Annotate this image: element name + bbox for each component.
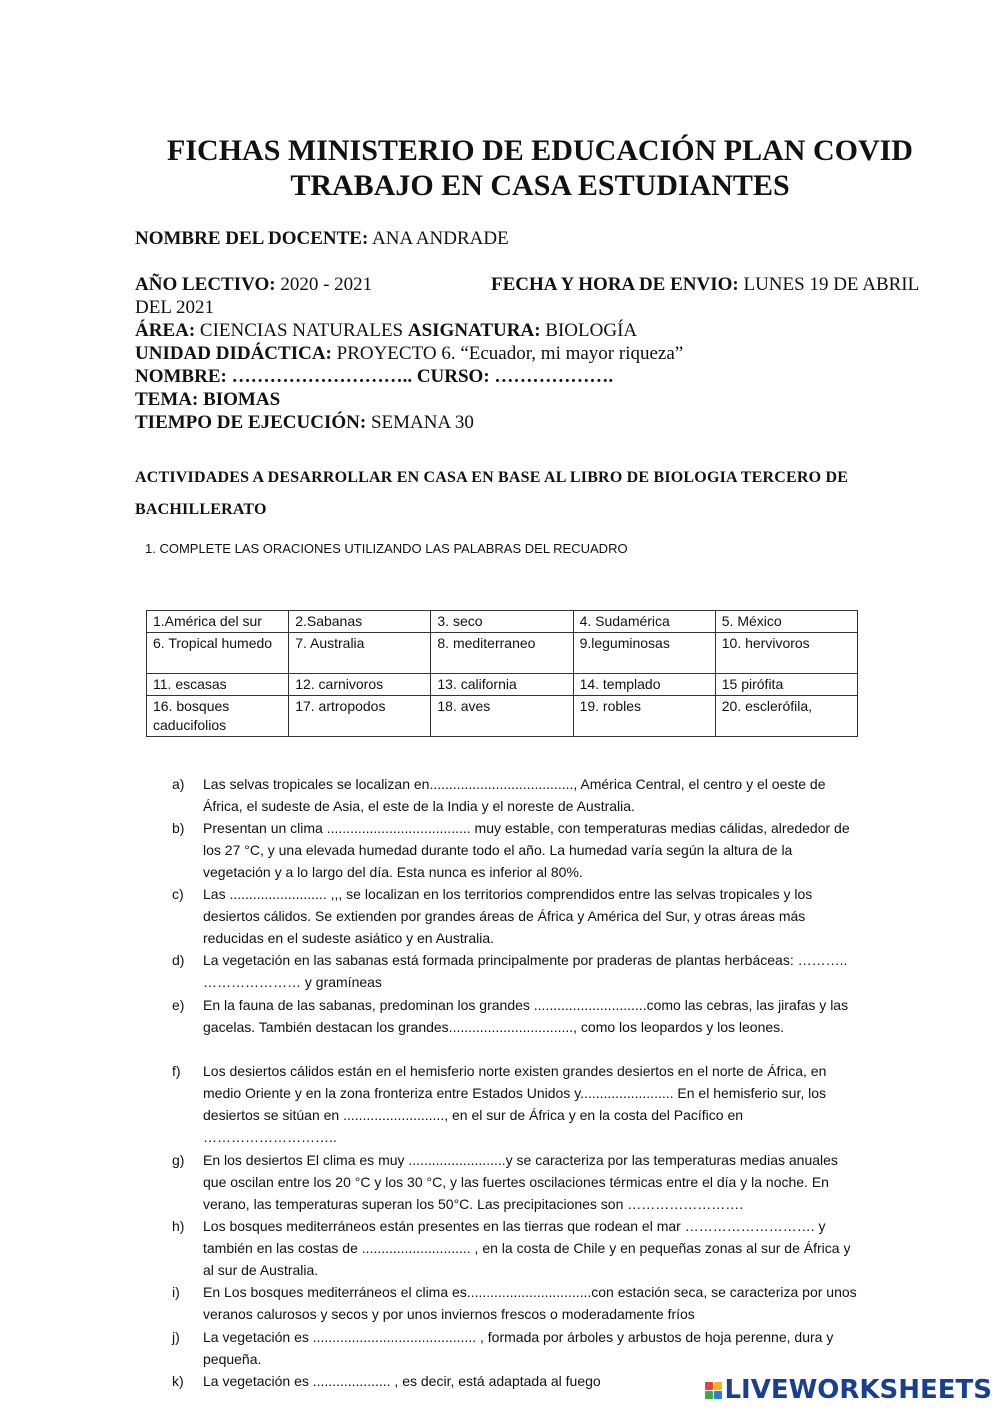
table-cell: 20. esclerófila,	[715, 696, 857, 737]
question-text: Las selvas tropicales se localizan en....................................., América Central, el centro y el oeste de África, el sudeste de Asia, el este de la India y el noreste de Australia.	[203, 776, 826, 814]
question-f	[172, 1060, 862, 1148]
question-text: En los desiertos El clima es muy .........................y se caracteriza por las temperaturas medias anuales que oscilan entre los 20 °C y los 30 °C, y las fuertes oscilaciones térmicas entre el día y la noche. En verano, las temperaturas superan los 50°C. Las precipitaciones son …………………….	[203, 1152, 838, 1212]
table-cell: 5. México	[715, 611, 857, 633]
fecha-continuation: DEL 2021	[135, 297, 214, 318]
question-letter: c)	[172, 886, 184, 902]
question-letter: e)	[172, 997, 185, 1013]
liveworksheets-logo	[705, 1375, 992, 1405]
fecha-label: FECHA Y HORA DE ENVIO:	[491, 274, 739, 295]
table-row	[147, 674, 858, 696]
question-g	[172, 1149, 862, 1215]
asignatura-value: BIOLOGÍA	[540, 320, 638, 341]
table-cell: 16. bosques caducifolios	[147, 696, 289, 737]
question-text: La vegetación es .................... , es decir, está adaptada al fuego	[203, 1373, 601, 1389]
table-cell: 9.leguminosas	[573, 633, 715, 674]
table-cell: 13. california	[431, 674, 573, 696]
tema-line: TEMA: BIOMAS	[135, 389, 281, 410]
question-text: La vegetación es .......................................... , formada por árboles y arbustos de hoja perenne, dura y pequeña.	[203, 1329, 834, 1367]
question-a	[172, 773, 862, 817]
table-cell: 6. Tropical humedo	[147, 633, 289, 674]
tiempo-value: SEMANA 30	[366, 412, 474, 433]
ano-value: 2020 - 2021	[275, 274, 373, 295]
question-text: Presentan un clima ..................................... muy estable, con temperaturas medias cálidas, alrededor de los 27 °C, y una elevada humedad durante todo el año. La humedad varía según la altura de la vegetación y a lo largo del día. Esta nunca es inferior al 80%.	[203, 820, 850, 880]
question-text: En Los bosques mediterráneos el clima es................................con estación seca, se caracteriza por unos veranos calurosos y secos y por unos inviernos frescos o moderadamente fríos	[203, 1284, 857, 1322]
fecha-row	[491, 273, 919, 296]
table-cell: 10. hervivoros	[715, 633, 857, 674]
unidad-value: PROYECTO 6. “Ecuador, mi mayor riqueza”	[331, 343, 684, 364]
nombre-curso-line: NOMBRE: ……………………….. CURSO: ……………….	[135, 366, 614, 387]
question-text: En la fauna de las sabanas, predominan los grandes .............................como las cebras, las jirafas y las gacelas. También destacan los grandes................................, como los leopardos y los leones.	[203, 997, 849, 1035]
table-cell: 18. aves	[431, 696, 573, 737]
tema-row	[135, 388, 280, 411]
docente-row	[135, 227, 509, 250]
fecha-value: LUNES 19 DE ABRIL	[738, 274, 920, 295]
table-cell: 3. seco	[431, 611, 573, 633]
table-cell: 11. escasas	[147, 674, 289, 696]
table-cell: 8. mediterraneo	[431, 633, 573, 674]
tiempo-row	[135, 411, 474, 434]
asignatura-label: ASIGNATURA:	[407, 320, 541, 341]
table-cell: 19. robles	[573, 696, 715, 737]
title-line-1: FICHAS MINISTERIO DE EDUCACIÓN PLAN COVID	[167, 134, 913, 167]
question-text: Los bosques mediterráneos están presentes en las tierras que rodean el mar ………………………. y también en las costas de ............................ , en la costa de Chile y en pequeñas zonas al sur de África y al sur de Australia.	[203, 1218, 851, 1278]
question-d	[172, 949, 862, 993]
table-cell: 12. carnivoros	[289, 674, 431, 696]
table-cell: 17. artropodos	[289, 696, 431, 737]
question-c	[172, 883, 862, 949]
question-letter: g)	[172, 1152, 185, 1168]
table-cell: 7. Australia	[289, 633, 431, 674]
question-text: La vegetación en las sabanas está formada principalmente por praderas de plantas herbáceas: ……….. ………………… y gramíneas	[203, 952, 848, 990]
ano-label: AÑO LECTIVO:	[135, 274, 276, 295]
question-letter: i)	[172, 1284, 180, 1300]
page-title	[100, 133, 980, 203]
liveworksheets-logo-icon	[705, 1382, 722, 1399]
area-row	[135, 319, 637, 342]
area-label: ÁREA:	[135, 320, 196, 341]
unidad-label: UNIDAD DIDÁCTICA:	[135, 343, 332, 364]
table-cell: 15 pirófita	[715, 674, 857, 696]
table-cell: 14. templado	[573, 674, 715, 696]
question-h	[172, 1215, 862, 1281]
question-letter: a)	[172, 776, 185, 792]
tiempo-label: TIEMPO DE EJECUCIÓN:	[135, 412, 367, 433]
instruction-text: 1. COMPLETE LAS ORACIONES UTILIZANDO LAS PALABRAS DEL RECUADRO	[145, 541, 628, 556]
area-value: CIENCIAS NATURALES	[195, 320, 408, 341]
liveworksheets-logo-text: LIVEWORKSHEETS	[724, 1375, 992, 1405]
table-cell: 1.América del sur	[147, 611, 289, 633]
unidad-row	[135, 342, 683, 365]
table-row	[147, 611, 858, 633]
ano-row	[135, 273, 372, 296]
question-i	[172, 1281, 862, 1325]
docente-value: ANA ANDRADE	[368, 228, 509, 249]
docente-label: NOMBRE DEL DOCENTE:	[135, 228, 369, 249]
question-letter: h)	[172, 1218, 185, 1234]
table-row	[147, 633, 858, 674]
question-letter: k)	[172, 1373, 184, 1389]
word-box-table	[146, 610, 858, 737]
question-j	[172, 1326, 862, 1370]
question-letter: j)	[172, 1329, 180, 1345]
question-letter: b)	[172, 820, 185, 836]
question-text: Las ......................... ,,, se localizan en los territorios comprendidos entre las selvas tropicales y los desiertos cálidos. Se extienden por grandes áreas de África y América del Sur, y otras áreas más reducidas en el sudeste asiático y en Australia.	[203, 886, 813, 946]
table-cell: 4. Sudamérica	[573, 611, 715, 633]
activities-heading: ACTIVIDADES A DESARROLLAR EN CASA EN BASE AL LIBRO DE BIOLOGIA TERCERO DE BACHILLERATO	[135, 469, 849, 518]
table-row	[147, 696, 858, 737]
question-letter: f)	[172, 1063, 181, 1079]
title-line-2: TRABAJO EN CASA ESTUDIANTES	[290, 169, 790, 202]
nombre-row	[135, 365, 613, 388]
question-b	[172, 817, 862, 883]
table-cell: 2.Sabanas	[289, 611, 431, 633]
question-letter: d)	[172, 952, 185, 968]
question-text: Los desiertos cálidos están en el hemisferio norte existen grandes desiertos en el norte de África, en medio Oriente y en la zona fronteriza entre Estados Unidos y........................ En el hemisferio sur, los desiertos se sitúan en .........................., en el sur de África y en la costa del Pacífico en ………………………..	[203, 1063, 827, 1145]
question-e	[172, 994, 862, 1038]
